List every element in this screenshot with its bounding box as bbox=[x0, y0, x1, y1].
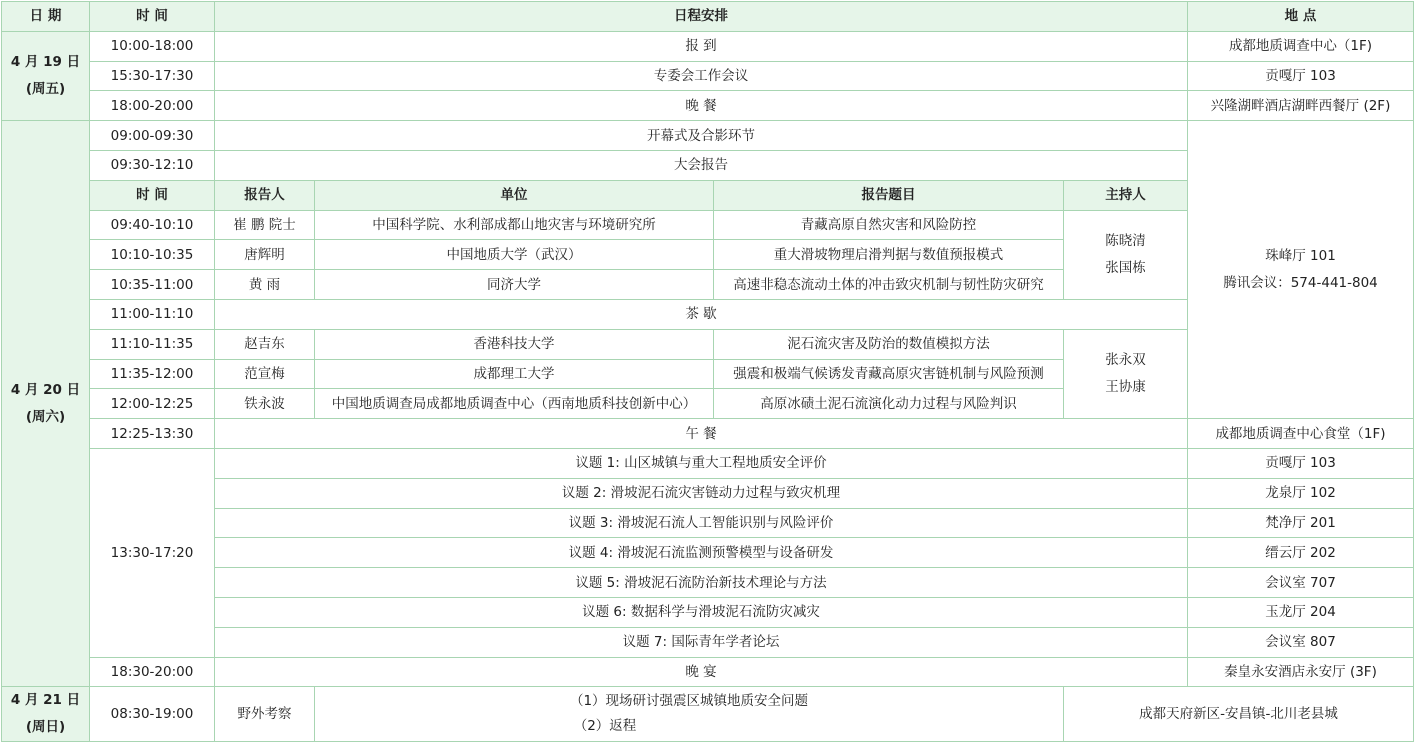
tencent-meeting-id: 腾讯会议：574-441-804 bbox=[1223, 274, 1378, 291]
talk-title-cell: 青藏高原自然灾害和风险防控 bbox=[714, 210, 1064, 240]
org-cell: 成都理工大学 bbox=[315, 359, 714, 389]
event-cell: 晚 餐 bbox=[215, 91, 1188, 121]
talk-header-host: 主持人 bbox=[1064, 180, 1188, 210]
header-time: 时 间 bbox=[90, 2, 215, 32]
session-cell: 议题 6: 数据科学与滑坡泥石流防灾减灾 bbox=[215, 597, 1188, 627]
table-row bbox=[2, 419, 1414, 449]
time-cell: 11:00-11:10 bbox=[90, 299, 215, 329]
date-label: 4 月 19 日 bbox=[10, 53, 81, 70]
schedule-table bbox=[1, 1, 1414, 742]
table-row bbox=[2, 31, 1414, 61]
weekday-label: (周六) bbox=[25, 408, 66, 425]
org-cell: 同济大学 bbox=[315, 270, 714, 300]
time-cell: 11:10-11:35 bbox=[90, 329, 215, 359]
location-cell: 梵净厅 201 bbox=[1188, 508, 1414, 538]
talk-title-cell: 重大滑坡物理启滑判据与数值预报模式 bbox=[714, 240, 1064, 270]
time-cell: 13:30-17:20 bbox=[90, 448, 215, 657]
location-cell: 成都天府新区-安昌镇-北川老县城 bbox=[1064, 687, 1414, 742]
date-label: 4 月 20 日 bbox=[10, 381, 81, 398]
location-cell: 会议室 807 bbox=[1188, 627, 1414, 657]
host-cell bbox=[1064, 329, 1188, 418]
session-cell: 议题 5: 滑坡泥石流防治新技术理论与方法 bbox=[215, 568, 1188, 598]
field-trip-cell: 野外考察 bbox=[215, 687, 315, 742]
session-cell: 议题 2: 滑坡泥石流灾害链动力过程与致灾机理 bbox=[215, 478, 1188, 508]
time-cell: 10:10-10:35 bbox=[90, 240, 215, 270]
talk-header-speaker: 报告人 bbox=[215, 180, 315, 210]
time-cell: 10:00-18:00 bbox=[90, 31, 215, 61]
date-cell-apr21 bbox=[2, 687, 90, 742]
field-items-cell bbox=[315, 687, 1064, 742]
talk-title-cell: 强震和极端气候诱发青藏高原灾害链机制与风险预测 bbox=[714, 359, 1064, 389]
location-cell: 龙泉厅 102 bbox=[1188, 478, 1414, 508]
host-name: 陈晓清 bbox=[1105, 232, 1146, 249]
event-cell: 开幕式及合影环节 bbox=[215, 121, 1188, 151]
time-cell: 09:30-12:10 bbox=[90, 150, 215, 180]
time-cell: 12:25-13:30 bbox=[90, 419, 215, 449]
talk-header-time: 时 间 bbox=[90, 180, 215, 210]
date-cell-apr20 bbox=[2, 121, 90, 687]
time-cell: 18:00-20:00 bbox=[90, 91, 215, 121]
session-cell: 议题 4: 滑坡泥石流监测预警模型与设备研发 bbox=[215, 538, 1188, 568]
session-cell: 议题 1: 山区城镇与重大工程地质安全评价 bbox=[215, 448, 1188, 478]
speaker-cell: 铁永波 bbox=[215, 389, 315, 419]
header-agenda: 日程安排 bbox=[215, 2, 1188, 32]
location-cell: 贡嘎厅 103 bbox=[1188, 448, 1414, 478]
header-date: 日 期 bbox=[2, 2, 90, 32]
plenary-hall: 珠峰厅 101 bbox=[1265, 247, 1336, 264]
time-cell: 18:30-20:00 bbox=[90, 657, 215, 687]
host-name: 张国栋 bbox=[1105, 259, 1146, 276]
table-row bbox=[2, 91, 1414, 121]
weekday-label: (周日) bbox=[25, 719, 66, 736]
talk-header-title: 报告题目 bbox=[714, 180, 1064, 210]
table-row bbox=[2, 121, 1414, 151]
location-cell: 秦皇永安酒店永安厅 (3F) bbox=[1188, 657, 1414, 687]
org-cell: 中国科学院、水利部成都山地灾害与环境研究所 bbox=[315, 210, 714, 240]
event-cell: 茶 歇 bbox=[215, 299, 1188, 329]
session-cell: 议题 7: 国际青年学者论坛 bbox=[215, 627, 1188, 657]
talk-title-cell: 高原冰碛土泥石流演化动力过程与风险判识 bbox=[714, 389, 1064, 419]
time-cell: 09:40-10:10 bbox=[90, 210, 215, 240]
host-cell bbox=[1064, 210, 1188, 299]
date-label: 4 月 21 日 bbox=[10, 692, 81, 709]
time-cell: 08:30-19:00 bbox=[90, 687, 215, 742]
speaker-cell: 唐辉明 bbox=[215, 240, 315, 270]
time-cell: 09:00-09:30 bbox=[90, 121, 215, 151]
time-cell: 12:00-12:25 bbox=[90, 389, 215, 419]
session-cell: 议题 3: 滑坡泥石流人工智能识别与风险评价 bbox=[215, 508, 1188, 538]
talk-title-cell: 泥石流灾害及防治的数值模拟方法 bbox=[714, 329, 1064, 359]
host-name: 张永双 bbox=[1105, 351, 1146, 368]
speaker-cell: 赵吉东 bbox=[215, 329, 315, 359]
speaker-cell: 崔 鹏 院士 bbox=[215, 210, 315, 240]
location-cell: 兴隆湖畔酒店湖畔西餐厅 (2F) bbox=[1188, 91, 1414, 121]
date-cell-apr19 bbox=[2, 31, 90, 120]
org-cell: 中国地质调查局成都地质调查中心（西南地质科技创新中心） bbox=[315, 389, 714, 419]
speaker-cell: 范宣梅 bbox=[215, 359, 315, 389]
org-cell: 香港科技大学 bbox=[315, 329, 714, 359]
session-row bbox=[2, 448, 1414, 478]
event-cell: 报 到 bbox=[215, 31, 1188, 61]
org-cell: 中国地质大学（武汉） bbox=[315, 240, 714, 270]
location-cell: 缙云厅 202 bbox=[1188, 538, 1414, 568]
header-row bbox=[2, 2, 1414, 32]
weekday-label: (周五) bbox=[25, 80, 66, 97]
talk-title-cell: 高速非稳态流动土体的冲击致灾机制与韧性防灾研究 bbox=[714, 270, 1064, 300]
event-cell: 专委会工作会议 bbox=[215, 61, 1188, 91]
table-row bbox=[2, 657, 1414, 687]
host-name: 王协康 bbox=[1105, 378, 1146, 395]
header-location: 地 点 bbox=[1188, 2, 1414, 32]
event-cell: 晚 宴 bbox=[215, 657, 1188, 687]
field-item: （1）现场研讨强震区城镇地质安全问题 bbox=[569, 693, 809, 710]
location-cell: 玉龙厅 204 bbox=[1188, 597, 1414, 627]
table-row bbox=[2, 61, 1414, 91]
location-cell: 成都地质调查中心食堂（1F) bbox=[1188, 419, 1414, 449]
talk-header-org: 单位 bbox=[315, 180, 714, 210]
location-cell: 会议室 707 bbox=[1188, 568, 1414, 598]
location-cell: 贡嘎厅 103 bbox=[1188, 61, 1414, 91]
table-row bbox=[2, 687, 1414, 742]
event-cell: 大会报告 bbox=[215, 150, 1188, 180]
event-cell: 午 餐 bbox=[215, 419, 1188, 449]
time-cell: 10:35-11:00 bbox=[90, 270, 215, 300]
time-cell: 11:35-12:00 bbox=[90, 359, 215, 389]
field-item: （2）返程 bbox=[573, 718, 637, 735]
plenary-location-cell bbox=[1188, 121, 1414, 419]
time-cell: 15:30-17:30 bbox=[90, 61, 215, 91]
location-cell: 成都地质调查中心（1F) bbox=[1188, 31, 1414, 61]
speaker-cell: 黄 雨 bbox=[215, 270, 315, 300]
